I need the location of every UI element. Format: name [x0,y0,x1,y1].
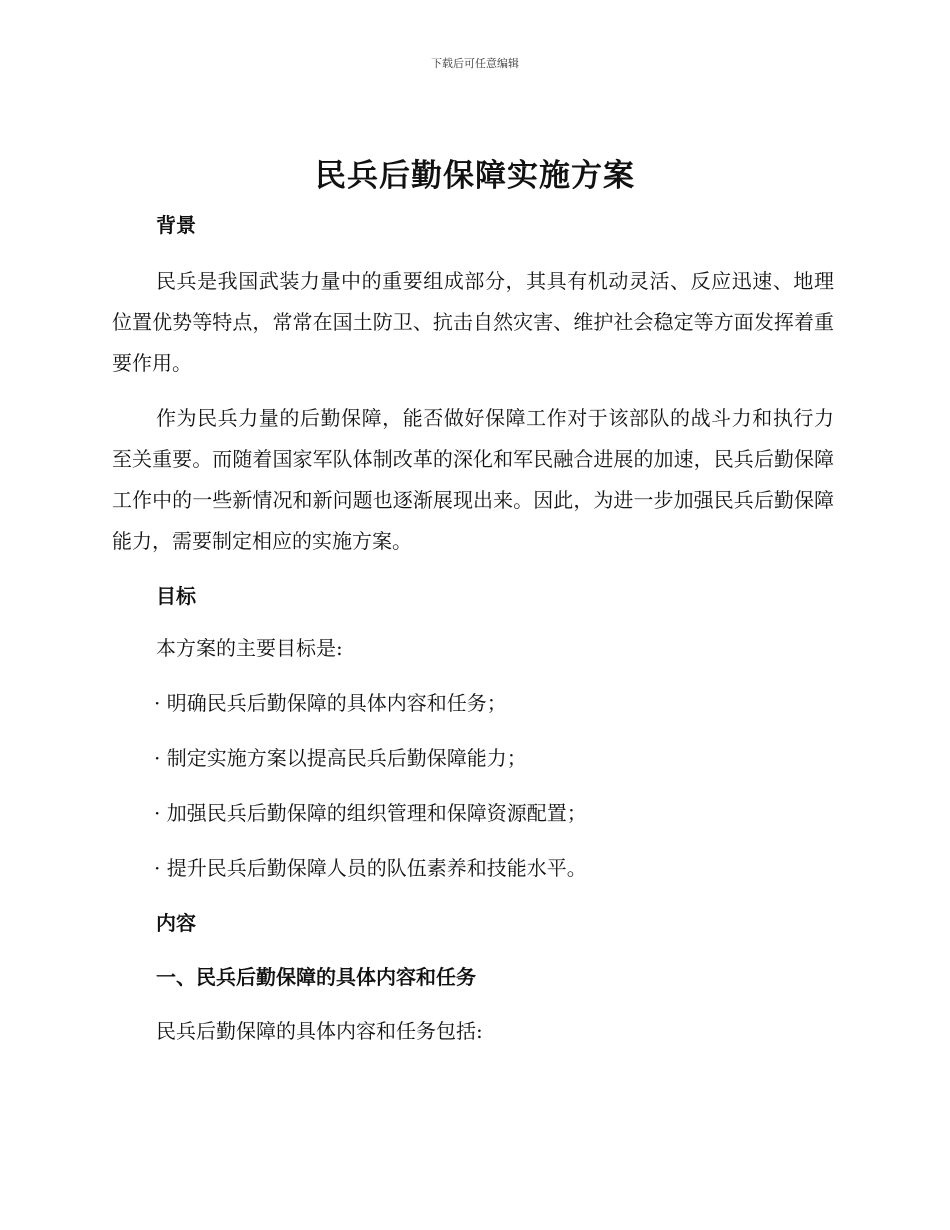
paragraph-background-2: 作为民兵力量的后勤保障，能否做好保障工作对于该部队的战斗力和执行力至关重要。而随着国家军队体制改革的深化和军民融合进展的加速，民兵后勤保障工作中的一些新情况和新问题也逐渐展现出来。因此，为进一步加强民兵后勤保障能力，需要制定相应的实施方案。 [112,406,834,553]
goal-item-2: · 制定实施方案以提高民兵后勤保障能力； [154,746,527,770]
subsection-heading-tasks: 一、民兵后勤保障的具体内容和任务 [156,965,476,989]
tasks-intro: 民兵后勤保障的具体内容和任务包括: [156,1019,483,1043]
paragraph-background-1: 民兵是我国武装力量中的重要组成部分，其具有机动灵活、反应迅速、地理位置优势等特点，常常在国土防卫、抗击自然灾害、维护社会稳定等方面发挥着重要作用。 [112,269,834,375]
goals-intro: 本方案的主要目标是: [156,636,343,660]
document-body [112,200,834,1050]
section-heading-background: 背景 [156,213,196,237]
goal-item-3: · 加强民兵后勤保障的组织管理和保障资源配置； [154,801,587,825]
header-note: 下载后可任意编辑 [431,57,519,70]
goal-item-4: · 提升民兵后勤保障人员的队伍素养和技能水平。 [154,856,587,880]
section-heading-goals: 目标 [156,584,196,608]
goal-item-1: · 明确民兵后勤保障的具体内容和任务； [154,691,507,715]
document-title: 民兵后勤保障实施方案 [315,158,635,194]
section-heading-content: 内容 [156,911,196,935]
